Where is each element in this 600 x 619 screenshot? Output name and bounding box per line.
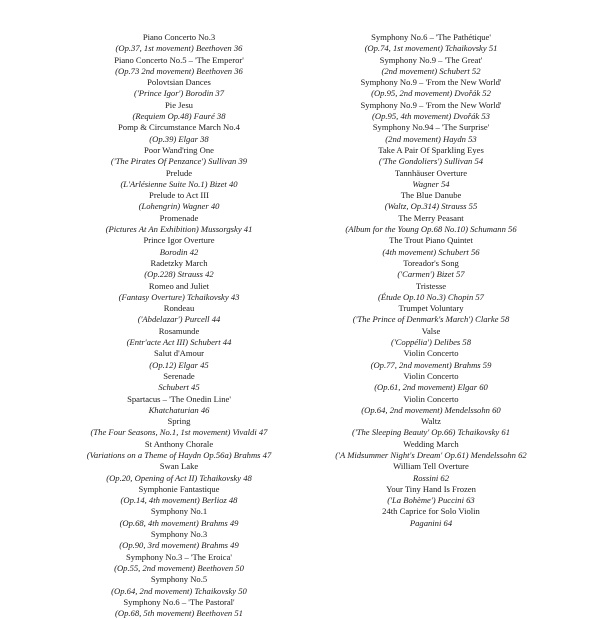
- entry-detail-line: ('A Midsummer Night's Dream' Op.61) Mendelssohn 62: [335, 449, 527, 460]
- entry-detail-line: (Waltz, Op.314) Strauss 55: [384, 201, 478, 212]
- entry-detail-line: (Op.39) Elgar 38: [149, 133, 209, 144]
- entry-title-line: Violin Concerto: [403, 348, 459, 359]
- entry-title-line: Rosamunde: [158, 325, 200, 336]
- entry-title-line: Waltz: [421, 416, 441, 427]
- entry-title-line: Radetzky March: [150, 257, 208, 268]
- entry-title-line: Symphonie Fantastique: [138, 483, 220, 494]
- entry-title-line: Tristesse: [415, 280, 447, 291]
- entry-detail-line: ('Abdelazar') Purcell 44: [137, 314, 221, 325]
- entry-title-line: Prelude to Act III: [149, 190, 209, 201]
- entry-title-line: Polovtsian Dances: [147, 77, 211, 88]
- entry-detail-line: (Op.95, 4th movement) Dvořák 53: [372, 111, 490, 122]
- entry-title-line: William Tell Overture: [393, 461, 469, 472]
- entry-detail-line: (Op.68, 4th movement) Brahms 49: [119, 517, 239, 528]
- entry-title-line: The Blue Danube: [400, 190, 462, 201]
- entry-title-line: Prince Igor Overture: [143, 235, 215, 246]
- entry-detail-line: (Op.77, 2nd movement) Brahms 59: [370, 359, 492, 370]
- entry-detail-line: (Lohengrin) Wagner 40: [138, 201, 220, 212]
- entry-detail-line: (Op.55, 2nd movement) Beethoven 50: [114, 562, 244, 573]
- entry-title-line: Symphony No.3 – 'The Eroica': [126, 551, 232, 562]
- entry-detail-line: (Requiem Op.48) Fauré 38: [132, 111, 226, 122]
- entry-title-line: The Merry Peasant: [398, 212, 464, 223]
- entry-detail-line: (Op.64, 2nd movement) Tchaikovsky 50: [111, 585, 247, 596]
- entry-title-line: Trumpet Voluntary: [398, 303, 464, 314]
- entry-detail-line: ('La Bohème') Puccini 63: [387, 495, 475, 506]
- entry-title-line: Wedding March: [403, 438, 459, 449]
- entry-title-line: Swan Lake: [159, 461, 199, 472]
- entry-title-line: Symphony No.5: [150, 574, 208, 585]
- entry-detail-line: Khatchaturian 46: [148, 404, 210, 415]
- entry-detail-line: (Pictures At An Exhibition) Mussorgsky 41: [105, 224, 253, 235]
- entry-detail-line: Rossini 62: [412, 472, 450, 483]
- entry-title-line: Symphony No.6 – 'The Pastoral': [123, 596, 235, 607]
- entry-title-line: St Anthony Chorale: [144, 438, 214, 449]
- entry-detail-line: (Op.37, 1st movement) Beethoven 36: [115, 43, 243, 54]
- entry-detail-line: (Op.12) Elgar 45: [149, 359, 209, 370]
- entry-title-line: Violin Concerto: [403, 393, 459, 404]
- entry-title-line: Spring: [167, 416, 191, 427]
- entry-title-line: Symphony No.3: [150, 529, 208, 540]
- entry-title-line: Romeo and Juliet: [148, 280, 210, 291]
- entry-detail-line: (Op.74, 1st movement) Tchaikovsky 51: [364, 43, 498, 54]
- entry-title-line: 24th Caprice for Solo Violin: [382, 506, 480, 517]
- entry-detail-line: Schubert 45: [158, 382, 200, 393]
- entry-title-line: Prelude: [165, 167, 193, 178]
- entry-title-line: Spartacus – 'The Onedin Line': [127, 393, 231, 404]
- entry-detail-line: (Op.61, 2nd movement) Elgar 60: [374, 382, 488, 393]
- entry-detail-line: ('Carmen') Bizet 57: [397, 269, 465, 280]
- entry-detail-line: ('Prince Igor') Borodin 37: [134, 88, 224, 99]
- entry-title-line: Violin Concerto: [403, 370, 459, 381]
- entry-detail-line: (Op.20, Opening of Act II) Tchaikovsky 48: [106, 472, 252, 483]
- entry-title-line: Pie Jesu: [165, 99, 193, 110]
- entry-detail-line: ('The Pirates Of Penzance') Sullivan 39: [110, 156, 248, 167]
- entry-title-line: Symphony No.94 – 'The Surprise': [372, 122, 490, 133]
- entry-title-line: Tannhäuser Overture: [394, 167, 468, 178]
- entry-detail-line: ('Coppélia') Delibes 58: [390, 337, 472, 348]
- entry-detail-line: Wagner 54: [412, 178, 450, 189]
- entry-title-line: Promenade: [159, 212, 199, 223]
- contents-right-column: [296, 32, 566, 529]
- entry-title-line: Poor Wand'ring One: [144, 144, 214, 155]
- entry-detail-line: (Op.64, 2nd movement) Mendelssohn 60: [361, 404, 501, 415]
- entry-title-line: Pomp & Circumstance March No.4: [118, 122, 240, 133]
- entry-detail-line: ('The Gondoliers') Sullivan 54: [378, 156, 484, 167]
- entry-detail-line: (Étude Op.10 No.3) Chopin 57: [378, 291, 484, 302]
- entry-detail-line: (4th movement) Schubert 56: [382, 246, 480, 257]
- entry-detail-line: (Fantasy Overture) Tchaikovsky 43: [118, 291, 240, 302]
- entry-detail-line: (Op.228) Strauss 42: [144, 269, 214, 280]
- entry-detail-line: (Entr'acte Act III) Schubert 44: [126, 337, 232, 348]
- entry-title-line: Piano Concerto No.3: [142, 32, 216, 42]
- entry-title-line: Symphony No.6 – 'The Pathétique': [371, 32, 491, 42]
- entry-title-line: The Trout Piano Quintet: [389, 235, 473, 246]
- contents-left-column: [44, 32, 314, 619]
- entry-title-line: Take A Pair Of Sparkling Eyes: [378, 144, 484, 155]
- entry-detail-line: (Op.95, 2nd movement) Dvořák 52: [371, 88, 491, 99]
- entry-detail-line: (Variations on a Theme of Haydn Op.56a) Brahms 47: [86, 449, 272, 460]
- entry-title-line: Symphony No.9 – 'The Great': [379, 54, 483, 65]
- entry-detail-line: (2nd movement) Haydn 53: [385, 133, 477, 144]
- entry-detail-line: ('The Prince of Denmark's March') Clarke 58: [352, 314, 510, 325]
- entry-detail-line: Borodin 42: [159, 246, 199, 257]
- entry-title-line: Your Tiny Hand Is Frozen: [386, 483, 476, 494]
- entry-detail-line: (Op.14, 4th movement) Berlioz 48: [120, 495, 238, 506]
- entry-detail-line: (Op.73 2nd movement) Beethoven 36: [115, 65, 243, 76]
- entry-title-line: Valse: [421, 325, 441, 336]
- entry-title-line: Symphony No.9 – 'From the New World': [360, 99, 502, 110]
- entry-detail-line: (The Four Seasons, No.1, 1st movement) Vivaldi 47: [90, 427, 268, 438]
- entry-title-line: Symphony No.9 – 'From the New World': [360, 77, 502, 88]
- entry-detail-line: (L'Arlésienne Suite No.1) Bizet 40: [120, 178, 238, 189]
- entry-detail-line: (Op.68, 5th movement) Beethoven 51: [115, 608, 243, 619]
- entry-detail-line: ('The Sleeping Beauty' Op.66) Tchaikovsky 61: [351, 427, 510, 438]
- entry-detail-line: Paganini 64: [409, 517, 453, 528]
- entry-title-line: Symphony No.1: [150, 506, 208, 517]
- entry-detail-line: (Album for the Young Op.68 No.10) Schumann 56: [345, 224, 517, 235]
- entry-detail-line: (Op.90, 3rd movement) Brahms 49: [119, 540, 239, 551]
- entry-title-line: Piano Concerto No.5 – 'The Emperor': [114, 54, 244, 65]
- entry-title-line: Rondeau: [163, 303, 195, 314]
- entry-title-line: Toreador's Song: [403, 257, 459, 268]
- entry-title-line: Salut d'Amour: [153, 348, 204, 359]
- entry-detail-line: (2nd movement) Schubert 52: [381, 65, 481, 76]
- entry-title-line: Serenade: [163, 370, 195, 381]
